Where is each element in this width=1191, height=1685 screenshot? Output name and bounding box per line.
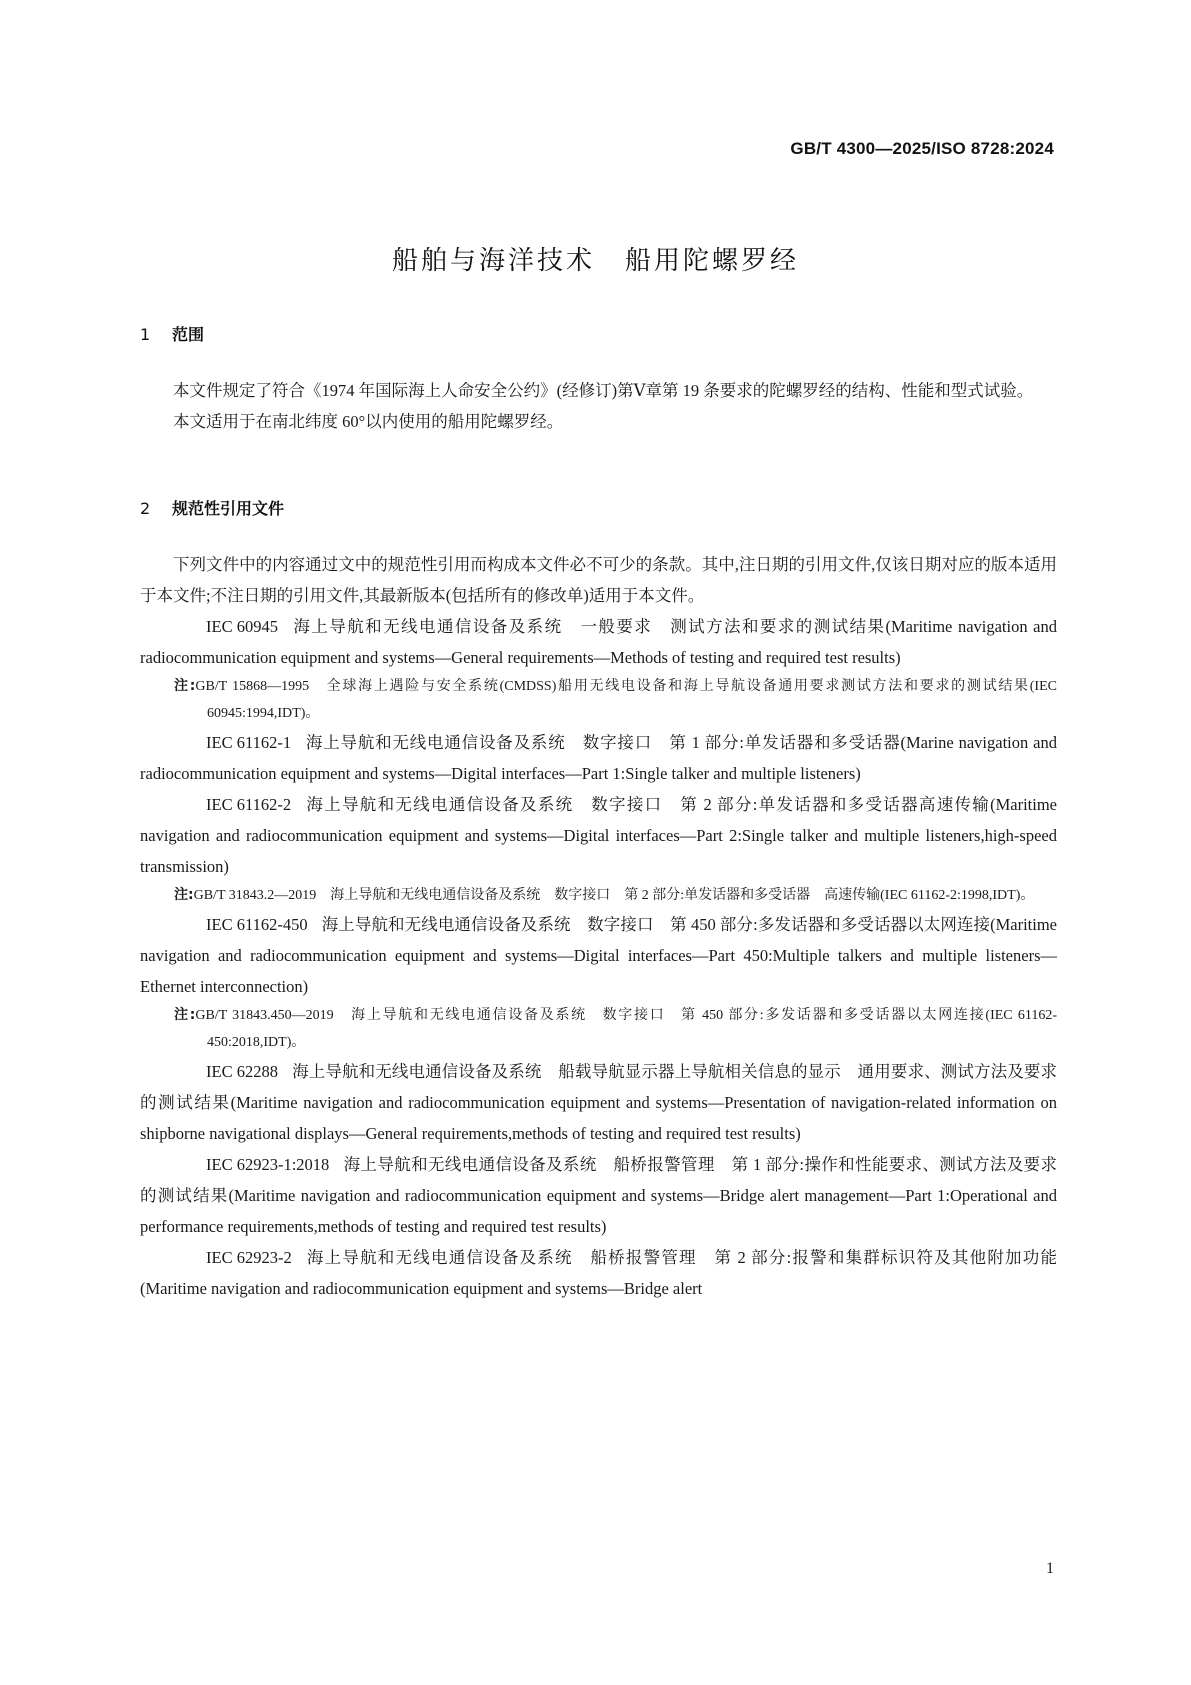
reference-item — [140, 1149, 1057, 1242]
section-number: 1 — [140, 325, 151, 344]
note-text: GB/T 31843.2—2019 海上导航和无线电通信设备及系统 数字接口 第 2 部分:单发话器和多受话器 高速传输(IEC 61162-2:1998,IDT)。 — [193, 888, 1035, 903]
note-label: 注: — [174, 887, 194, 903]
references-body — [140, 549, 1057, 1304]
section-heading-normative-references — [140, 496, 284, 519]
reference-text: 海上导航和无线电通信设备及系统 一般要求 测试方法和要求的测试结果(Maritime navigation and radiocommunication equipment and systems—General requirements—Methods of testing and required test results) — [140, 617, 1057, 667]
reference-text: 海上导航和无线电通信设备及系统 数字接口 第 450 部分:多发话器和多受话器以太网连接(Maritime navigation and radiocommunication equipment and systems—Digital interfaces—Part 450:Multiple talkers and multiple listeners—Ethernet interconnection) — [140, 915, 1057, 996]
section-title: 规范性引用文件 — [172, 499, 285, 518]
document-title — [0, 240, 1191, 277]
page-number: 1 — [1046, 1560, 1054, 1577]
section-heading-scope — [140, 322, 204, 345]
title-part-2: 船用陀螺罗经 — [625, 246, 800, 276]
reference-code: IEC 61162-2 — [206, 795, 292, 814]
note-label: 注: — [174, 1007, 196, 1023]
paragraph: 本文适用于在南北纬度 60°以内使用的船用陀螺罗经。 — [173, 412, 564, 431]
section-title: 范围 — [172, 325, 205, 344]
reference-item — [140, 789, 1057, 882]
section-number: 2 — [140, 499, 151, 518]
paragraph: 本文件规定了符合《1974 年国际海上人命安全公约》(经修订)第Ⅴ章第 19 条要求的陀螺罗经的结构、性能和型式试验。 — [173, 381, 1034, 400]
reference-code: IEC 62288 — [206, 1062, 278, 1081]
reference-text: 海上导航和无线电通信设备及系统 船载导航显示器上导航相关信息的显示 通用要求、测试方法及要求的测试结果(Maritime navigation and radiocommunication equipment and systems—Presentation of navigation-related information on shipborne navigational displays—General requirements,methods of testing and required test results) — [140, 1062, 1057, 1143]
note-label: 注: — [174, 678, 196, 694]
standard-code: GB/T 4300—2025/ISO 8728:2024 — [790, 139, 1054, 158]
reference-item — [140, 611, 1057, 673]
reference-code: IEC 62923-2 — [206, 1248, 292, 1267]
reference-text: 海上导航和无线电通信设备及系统 船桥报警管理 第 2 部分:报警和集群标识符及其他附加功能(Maritime navigation and radiocommunication equipment and systems—Bridge alert — [140, 1248, 1057, 1298]
reference-note — [140, 1002, 1057, 1056]
reference-code: IEC 62923-1:2018 — [206, 1155, 330, 1174]
scope-body — [140, 375, 1057, 437]
references-intro: 下列文件中的内容通过文中的规范性引用而构成本文件必不可少的条款。其中,注日期的引用文件,仅该日期对应的版本适用于本文件;不注日期的引用文件,其最新版本(包括所有的修改单)适用于本文件。 — [140, 555, 1057, 605]
reference-note — [140, 673, 1057, 727]
reference-item — [140, 909, 1057, 1002]
reference-item — [140, 1056, 1057, 1149]
reference-note — [140, 882, 1057, 909]
reference-text: 海上导航和无线电通信设备及系统 数字接口 第 1 部分:单发话器和多受话器(Marine navigation and radiocommunication equipment and systems—Digital interfaces—Part 1:Single talker and multiple listeners) — [140, 733, 1057, 783]
note-text: GB/T 31843.450—2019 海上导航和无线电通信设备及系统 数字接口 第 450 部分:多发话器和多受话器以太网连接(IEC 61162-450:2018,IDT)。 — [195, 1008, 1057, 1050]
reference-text: 海上导航和无线电通信设备及系统 船桥报警管理 第 1 部分:操作和性能要求、测试方法及要求的测试结果(Maritime navigation and radiocommunication equipment and systems—Bridge alert management—Part 1:Operational and performance requirements,methods of testing and required test results) — [140, 1155, 1057, 1236]
reference-item — [140, 727, 1057, 789]
reference-code: IEC 61162-1 — [206, 733, 292, 752]
reference-item — [140, 1242, 1057, 1304]
reference-code: IEC 60945 — [206, 617, 278, 636]
reference-code: IEC 61162-450 — [206, 915, 308, 934]
reference-text: 海上导航和无线电通信设备及系统 数字接口 第 2 部分:单发话器和多受话器高速传输(Maritime navigation and radiocommunication equipment and systems—Digital interfaces—Part 2:Single talker and multiple listeners,high-speed transmission) — [140, 795, 1057, 876]
title-part-1: 船舶与海洋技术 — [391, 246, 595, 276]
note-text: GB/T 15868—1995 全球海上遇险与安全系统(CMDSS)船用无线电设备和海上导航设备通用要求测试方法和要求的测试结果(IEC 60945:1994,IDT)。 — [195, 679, 1057, 721]
